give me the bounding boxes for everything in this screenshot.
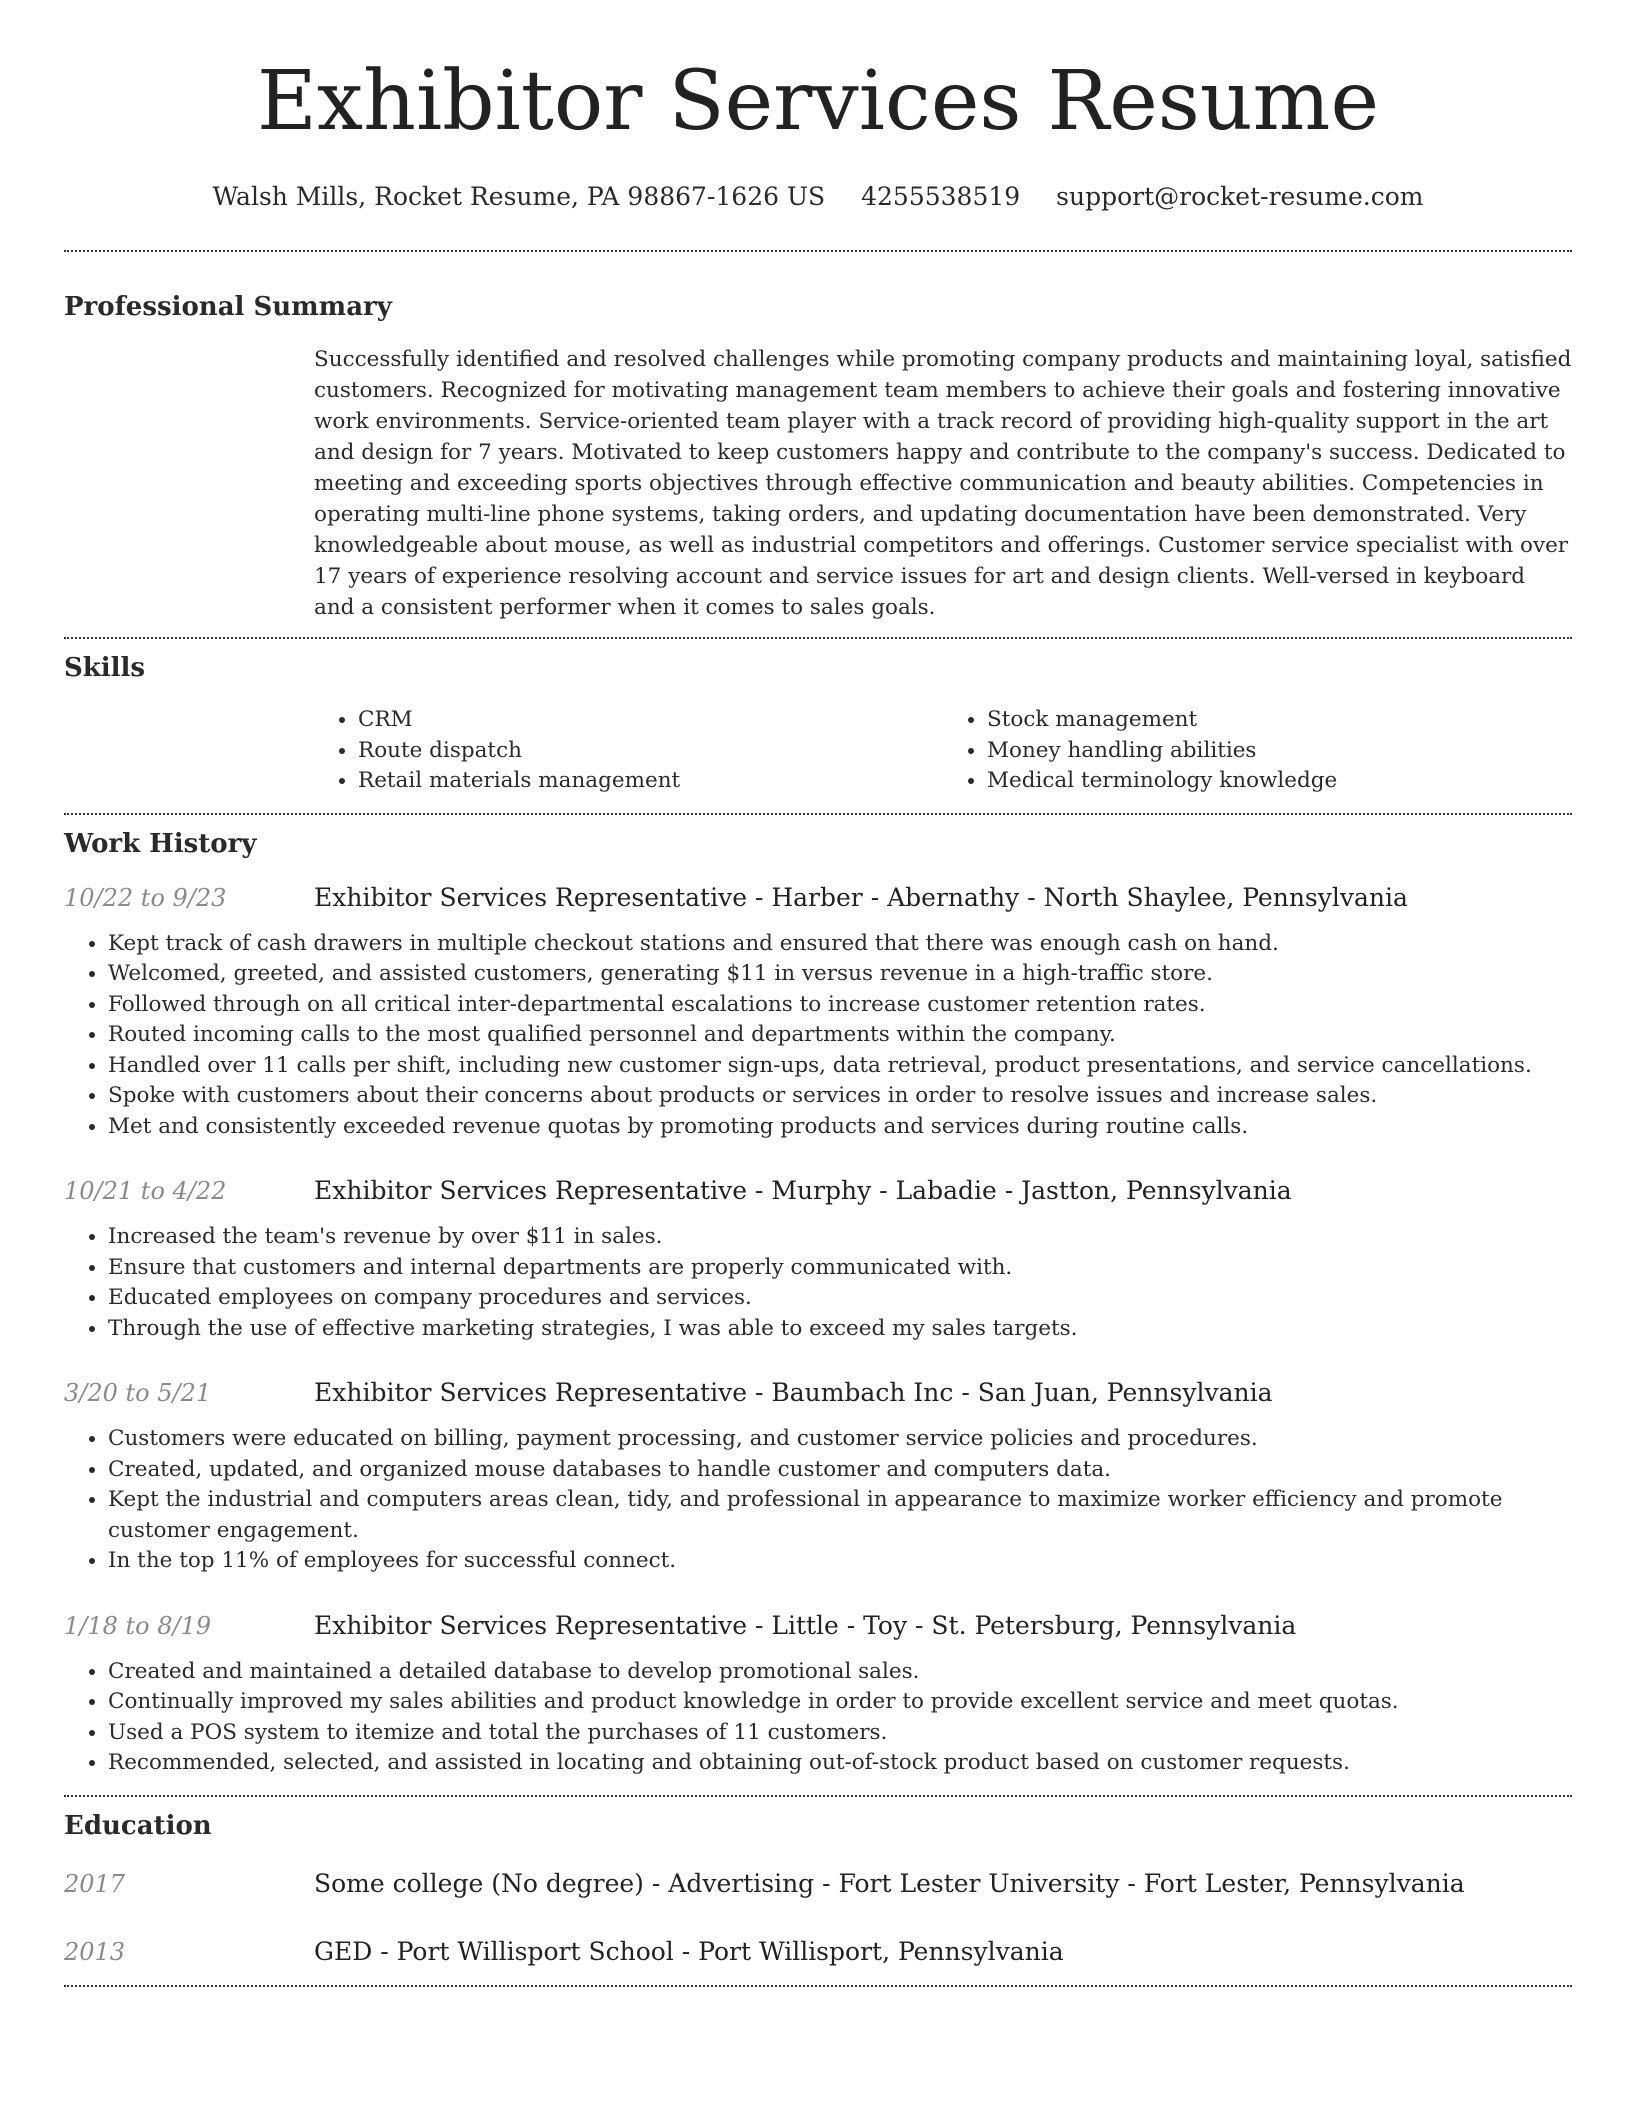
job-bullet: • Continually improved my sales abilities and product knowledge in order to provide excellent service and meet quotas. <box>108 1687 1572 1718</box>
job-bullet: • Recommended, selected, and assisted in locating and obtaining out-of-stock product based on customer requests. <box>108 1748 1572 1779</box>
job-dates: 1/18 to 8/19 <box>64 1611 212 1640</box>
contact-phone: 4255538519 <box>861 182 1021 211</box>
education-section <box>64 1809 1572 1969</box>
education-detail: GED - Port Willisport School - Port Willisport, Pennsylvania <box>314 1936 1064 1966</box>
job-bullet: • Spoke with customers about their concerns about products or services in order to resolve issues and increase sales. <box>108 1081 1572 1112</box>
job-bullet: • Handled over 11 calls per shift, including new customer sign-ups, data retrieval, product presentations, and service cancellations. <box>108 1051 1572 1082</box>
education-detail: Some college (No degree) - Advertising - Fort Lester University - Fort Lester, Pennsylvania <box>314 1868 1465 1898</box>
job-bullet: • Followed through on all critical inter-departmental escalations to increase customer retention rates. <box>108 990 1572 1021</box>
job-entry <box>64 1609 1572 1779</box>
skills-section <box>64 651 1572 797</box>
skill-item: • Money handling abilities <box>987 736 1572 767</box>
contact-line <box>64 180 1572 214</box>
skill-item: • Stock management <box>987 705 1572 736</box>
resume-page <box>64 0 1572 1987</box>
job-bullet: • Kept the industrial and computers areas clean, tidy, and professional in appearance to maximize worker efficiency and promote customer engagement. <box>108 1485 1572 1546</box>
job-bullet: • In the top 11% of employees for successful connect. <box>108 1546 1572 1577</box>
job-bullet: • Educated employees on company procedures and services. <box>108 1283 1572 1314</box>
job-bullet: • Welcomed, greeted, and assisted customers, generating $11 in versus revenue in a high-traffic store. <box>108 959 1572 990</box>
job-bullet: • Customers were educated on billing, payment processing, and customer service policies and procedures. <box>108 1424 1572 1455</box>
job-bullet: • Met and consistently exceeded revenue quotas by promoting products and services during routine calls. <box>108 1112 1572 1143</box>
section-title-skills: Skills <box>64 653 146 683</box>
job-bullets <box>64 1222 1572 1344</box>
job-bullet: • Created, updated, and organized mouse databases to handle customer and computers data. <box>108 1455 1572 1486</box>
divider <box>64 637 1572 639</box>
job-bullet: • Through the use of effective marketing strategies, I was able to exceed my sales targets. <box>108 1314 1572 1345</box>
section-title-work: Work History <box>64 828 257 859</box>
job-entry <box>64 1174 1572 1344</box>
education-year: 2013 <box>64 1937 126 1966</box>
job-title: Exhibitor Services Representative - Murphy - Labadie - Jastton, Pennsylvania <box>314 1176 1292 1205</box>
summary-section <box>64 290 1572 623</box>
skills-list <box>314 705 1572 797</box>
job-dates: 10/21 to 4/22 <box>64 1177 227 1205</box>
contact-address: Walsh Mills, Rocket Resume, PA 98867-1626 US <box>212 182 826 211</box>
skill-item: • Route dispatch <box>358 736 943 767</box>
job-bullet: • Ensure that customers and internal departments are properly communicated with. <box>108 1253 1572 1284</box>
job-title: Exhibitor Services Representative - Little - Toy - St. Petersburg, Pennsylvania <box>314 1610 1297 1640</box>
job-bullet: • Created and maintained a detailed database to develop promotional sales. <box>108 1657 1572 1688</box>
job-entry <box>64 881 1572 1143</box>
section-title-summary: Professional Summary <box>64 292 392 322</box>
job-bullet: • Increased the team's revenue by over $11 in sales. <box>108 1222 1572 1253</box>
job-bullet: • Routed incoming calls to the most qualified personnel and departments within the company. <box>108 1020 1572 1051</box>
work-history-section <box>64 827 1572 1779</box>
divider <box>64 813 1572 815</box>
job-title: Exhibitor Services Representative - Harber - Abernathy - North Shaylee, Pennsylvania <box>314 882 1408 912</box>
skill-item: • CRM <box>358 705 943 736</box>
job-entry <box>64 1376 1572 1577</box>
education-year: 2017 <box>64 1869 126 1898</box>
resume-title: Exhibitor Services Resume <box>257 54 1379 149</box>
skill-item: • Retail materials management <box>358 766 943 797</box>
education-entry <box>64 1867 1572 1901</box>
job-bullet: • Kept track of cash drawers in multiple checkout stations and ensured that there was enough cash on hand. <box>108 929 1572 960</box>
job-dates: 10/22 to 9/23 <box>64 883 227 912</box>
job-bullets <box>64 1424 1572 1577</box>
education-entry <box>64 1935 1572 1969</box>
job-bullets <box>64 929 1572 1143</box>
job-bullet: • Used a POS system to itemize and total the purchases of 11 customers. <box>108 1718 1572 1749</box>
divider <box>64 1795 1572 1797</box>
job-bullets <box>64 1657 1572 1779</box>
job-dates: 3/20 to 5/21 <box>64 1379 212 1407</box>
divider <box>64 250 1572 252</box>
skills-column-right <box>943 705 1572 797</box>
skills-column-left <box>314 705 943 797</box>
divider <box>64 1985 1572 1987</box>
summary-text: Successfully identified and resolved challenges while promoting company products and maintaining loyal, satisfied customers. Recognized for motivating management team members to achieve their goals and fostering innovative work environments. Service-oriented team player with a track record of providing high-quality support in the art and design for 7 years. Motivated to keep customers happy and contribute to the company's success. Dedicated to meeting and exceeding sports objectives through effective communication and beauty abilities. Competencies in operating multi-line phone systems, taking orders, and updating documentation have been demonstrated. Very knowledgeable about mouse, as well as industrial competitors and offerings. Customer service specialist with over 17 years of experience resolving account and service issues for art and design clients. Well-versed in keyboard and a consistent performer when it comes to sales goals. <box>314 347 1572 620</box>
section-title-education: Education <box>64 1810 212 1841</box>
contact-email: support@rocket-resume.com <box>1056 182 1424 211</box>
skill-item: • Medical terminology knowledge <box>987 766 1572 797</box>
job-title: Exhibitor Services Representative - Baumbach Inc - San Juan, Pennsylvania <box>314 1378 1273 1407</box>
